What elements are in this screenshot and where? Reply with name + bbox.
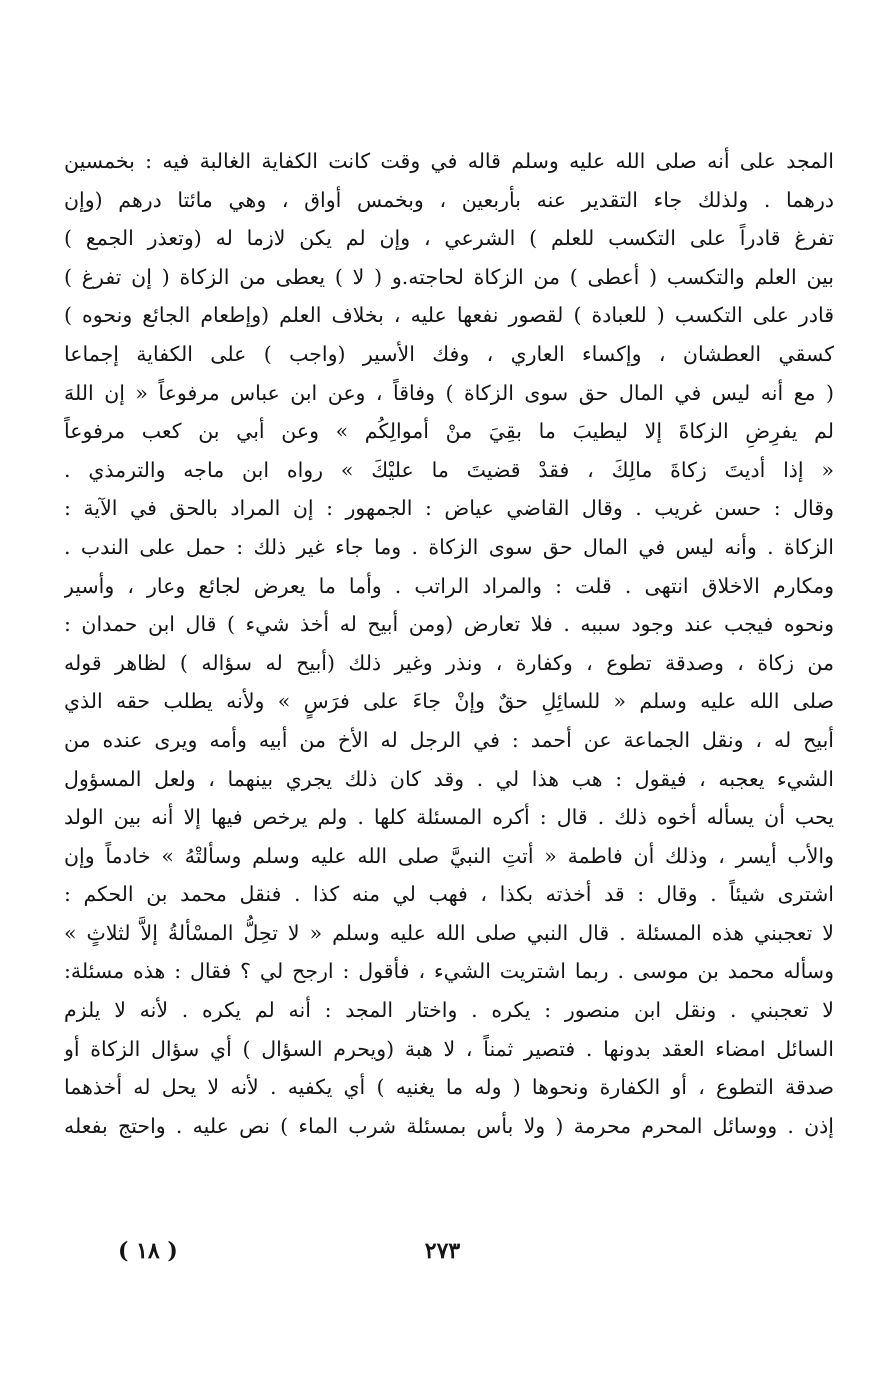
text-line: لا تعجبني هذه المسئلة . قال النبي صلى الله عليه وسلم « لا تحِلُّ المسْألةُ إلاَّ لثلاثٍ » — [64, 920, 834, 945]
text-line: كسقي العطشان ، وإكساء العاري ، وفك الأسير (واجب ) على الكفاية إجماعا — [64, 341, 834, 366]
text-line: صلى الله عليه وسلم « للسائِلِ حقٌ وإنْ جاءَ على فرَسٍ » ولأنه يطلب حقه الذي — [64, 689, 834, 714]
text-line: قادر على التكسب ( للعبادة ) لقصور نفعها عليه ، بخلاف العلم (وإطعام الجائع ونحوه ) — [64, 303, 834, 328]
text-line: الزكاة . وأنه ليس في المال حق سوى الزكاة . وما جاء غير ذلك : حمل على الندب . — [64, 534, 834, 559]
text-line: يحب أن يسأله أخوه ذلك . قال : أكره المسئلة كلها . ولم يرخص فيها إلا أنه بين الولد — [64, 805, 834, 830]
text-line: بين العلم والتكسب ( أعطى ) من الزكاة لحاجته.و ( لا ) يعطى من الزكاة ( إن تفرغ ) — [64, 264, 834, 289]
page-number: ٢٧٣ — [424, 1238, 461, 1264]
text-line: وقال : حسن غريب . وقال القاضي عياض : الجمهور : إن المراد بالحق في الآية : — [64, 496, 834, 521]
text-line: ( مع أنه ليس في المال حق سوى الزكاة ) وفاقاً ، وعن ابن عباس مرفوعاً « إن اللهَ — [64, 380, 834, 405]
text-line: اشترى شيئاً . وقال : قد أخذته بكذا ، فهب لي منه كذا . فنقل محمد بن الحكم : — [64, 882, 834, 907]
text-line: أبيح له ، ونقل الجماعة عن أحمد : في الرجل له الأخ من أبيه وأمه ويرى عنده من — [64, 727, 834, 752]
text-line: وسأله محمد بن موسى . ربما اشتريت الشيء ، فأقول : ارجح لي ؟ فقال : هذه مسئلة: — [64, 959, 834, 984]
text-line: درهما . ولذلك جاء التقدير عنه بأربعين ، وبخمس أواق ، وهي مائتا درهم (وإن — [64, 187, 834, 212]
text-line: من زكاة ، وصدقة تطوع ، وكفارة ، ونذر وغير ذلك (أبيح له سؤاله ) لظاهر قوله — [64, 650, 834, 675]
text-line: ومكارم الاخلاق انتهى . قلت : والمراد الراتب . وأما ما يعرض لجائع وعار ، وأسير — [64, 573, 834, 598]
text-line: والأب أيسر ، وذلك أن فاطمة « أتتِ النبيَّ صلى الله عليه وسلم وسألتْهُ » خادماً وإن — [64, 843, 834, 868]
text-line: لم يفرِضِ الزكاةَ إلا ليطيبَ ما بقِيَ منْ أموالِكُم » وعن أبي بن كعب مرفوعاً — [64, 419, 834, 444]
text-line: صدقة التطوع ، أو الكفارة ونحوها ( وله ما يغنيه ) أي يكفيه . لأنه لا يحل له أخذهما — [64, 1075, 834, 1100]
text-line: ونحوه فيجب عند وجود سببه . فلا تعارض (ومن أبيح له أخذ شيء ) قال ابن حمدان : — [64, 612, 834, 637]
text-line: إذن . ووسائل المحرم محرمة ( ولا بأس بمسئلة شرب الماء ) نص عليه . واحتج بفعله — [64, 1113, 834, 1138]
text-line: الشيء يعجبه ، فيقول : هب هذا لي . وقد كان ذلك يجري بينهما ، ولعل المسؤول — [64, 766, 834, 791]
signature-number: ( ١٨ ) — [118, 1238, 178, 1264]
text-line: تفرغ قادراً على التكسب للعلم ) الشرعي ، وإن لم يكن لازما له (وتعذر الجمع ) — [64, 226, 834, 251]
text-line: « إذا أديتَ زكاةَ مالِكَ ، فقدْ قضيتَ ما عليْكَ » رواه ابن ماجه والترمذي . — [64, 457, 834, 482]
body-text — [64, 142, 834, 1145]
text-line: السائل امضاء العقد بدونها . فتصير ثمناً ، لا هبة (ويحرم السؤال ) أي سؤال الزكاة أو — [64, 1036, 834, 1061]
text-line: المجد على أنه صلى الله عليه وسلم قاله في وقت كانت الكفاية الغالبة فيه : بخمسين — [64, 149, 834, 173]
text-line: لا تعجبني . ونقل ابن منصور : يكره . واختار المجد : أنه لم يكره . لأنه لا يلزم — [64, 998, 834, 1023]
